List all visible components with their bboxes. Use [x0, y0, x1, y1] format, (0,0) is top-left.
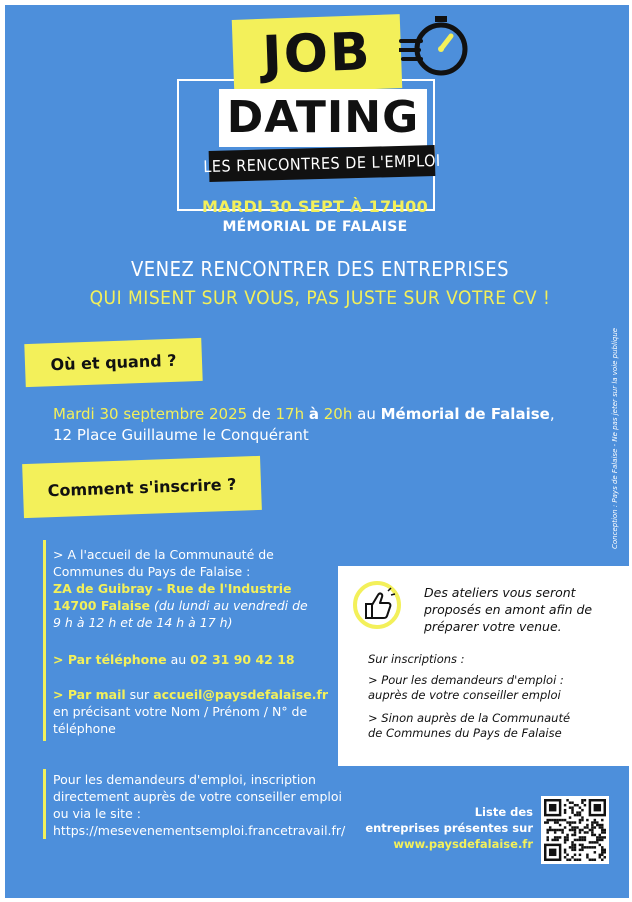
- phone-au: au: [170, 652, 187, 667]
- accueil-hours-b: 9 h à 12 h et de 14 h à 17 h): [53, 615, 233, 630]
- thumbs-up-icon: [352, 580, 402, 630]
- poster: [5, 5, 629, 898]
- event-place: MÉMORIAL DE FALAISE: [222, 219, 408, 235]
- card-item1-line1: > Pour les demandeurs d'emploi :: [368, 673, 564, 687]
- accueil-street: ZA de Guibray - Rue de l'Industrie: [53, 581, 292, 596]
- mail-label: > Par mail: [53, 687, 126, 702]
- card-item2: [368, 711, 570, 741]
- accueil-city: 14700 Falaise: [53, 598, 151, 613]
- phone-number[interactable]: 02 31 90 42 18: [190, 652, 295, 667]
- when-a: à: [308, 405, 319, 423]
- card-item2-line2: de Communes du Pays de Falaise: [368, 726, 562, 740]
- when-end: 20h: [323, 405, 353, 423]
- card-item1: [368, 673, 564, 703]
- phone-label: > Par téléphone: [53, 652, 167, 667]
- when-date: Mardi 30 septembre 2025: [53, 405, 248, 423]
- card-item1-line2: auprès de votre conseiller emploi: [368, 688, 561, 702]
- event-date: MARDI 30 SEPT À 17H00: [201, 197, 429, 216]
- seekers-line3: ou via le site :: [53, 806, 141, 821]
- register-title: Comment s'inscrire ?: [47, 474, 237, 500]
- when-address: 12 Place Guillaume le Conquérant: [53, 426, 309, 444]
- tagline-box: [203, 145, 441, 182]
- where-title: Où et quand ?: [50, 350, 177, 375]
- timer-icon: [399, 9, 473, 81]
- card-intro-line3: préparer votre venue.: [424, 619, 562, 634]
- yellow-bar: [43, 540, 46, 741]
- headline-line2: QUI MISENT SUR VOUS, PAS JUSTE SUR VOTRE CV !: [89, 287, 551, 309]
- mail-sur: sur: [129, 687, 150, 702]
- dating-title: DATING: [226, 92, 420, 143]
- company-list-note: [365, 804, 533, 852]
- liste-line2: entreprises présentes sur: [365, 821, 533, 835]
- headline-line1: VENEZ RENCONTRER DES ENTREPRISES: [130, 257, 510, 281]
- card-intro: [424, 584, 620, 635]
- seekers-note: [53, 771, 373, 839]
- where-title-box: [24, 338, 202, 387]
- tagline: LES RENCONTRES DE L'EMPLOI: [203, 150, 441, 177]
- qr-code[interactable]: [541, 796, 609, 864]
- register-accueil: [53, 546, 308, 631]
- when-start: 17h: [275, 405, 305, 423]
- footer-url[interactable]: www.paysdefalaise.fr: [393, 837, 533, 851]
- email-link[interactable]: accueil@paysdefalaise.fr: [153, 687, 329, 702]
- job-title-box: [232, 14, 402, 94]
- register-mail: [53, 686, 328, 737]
- job-title: JOB: [261, 22, 373, 86]
- card-intro-line2: proposés en amont afin de: [424, 602, 593, 617]
- when-comma: ,: [549, 405, 555, 423]
- card-intro-line1: Des ateliers vous seront: [424, 585, 576, 600]
- card-sur: Sur inscriptions :: [368, 652, 465, 666]
- accueil-line1: > A l'accueil de la Communauté de: [53, 547, 274, 562]
- workshop-card: [338, 566, 629, 766]
- qr-code-graphic: [544, 799, 606, 861]
- when-venue: Mémorial de Falaise: [380, 405, 550, 423]
- yellow-bar: [43, 769, 46, 839]
- seekers-line1: Pour les demandeurs d'emploi, inscription: [53, 772, 316, 787]
- accueil-line2: Communes du Pays de Falaise :: [53, 564, 251, 579]
- accueil-hours-a: (du lundi au vendredi de: [154, 598, 308, 613]
- seekers-line2: directement auprès de votre conseiller emploi: [53, 789, 342, 804]
- liste-line1: Liste des: [474, 805, 533, 819]
- when-au: au: [357, 405, 376, 423]
- mail-line2: en précisant votre Nom / Prénom / N° de: [53, 704, 308, 719]
- card-item2-line1: > Sinon auprès de la Communauté: [368, 711, 571, 725]
- register-phone: [53, 651, 295, 668]
- mail-line3: téléphone: [53, 721, 116, 736]
- seekers-url[interactable]: https://mesevenementsemploi.francetravail.fr/: [53, 823, 346, 838]
- when-line: [53, 405, 613, 423]
- when-de: de: [251, 405, 271, 423]
- register-title-box: [22, 456, 262, 518]
- dating-title-box: [219, 89, 427, 147]
- side-credit: Conception : Pays de Falaise - Ne pas jeter sur la voie publique: [611, 327, 619, 549]
